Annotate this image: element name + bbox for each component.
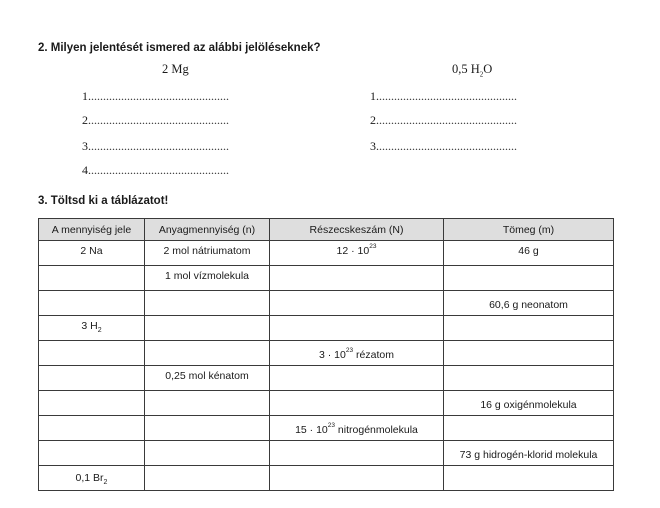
cell-particle-count[interactable]	[270, 466, 444, 491]
formula-main: 3 H	[81, 320, 98, 332]
cell-amount[interactable]: 1 mol vízmolekula	[145, 266, 270, 291]
table-row	[39, 341, 614, 366]
cell-mass[interactable]	[444, 466, 614, 491]
cell-sign[interactable]	[39, 316, 145, 341]
cell-sign[interactable]	[39, 466, 145, 491]
exponent: 23	[327, 422, 336, 429]
answer-line-left-2[interactable]: 2...............................................	[82, 113, 229, 127]
formula-main: 0,1 Br	[75, 471, 104, 484]
cell-particle-count[interactable]	[270, 316, 444, 341]
cell-mass[interactable]: 16 g oxigénmolekula	[444, 391, 614, 416]
answer-number: 1.	[82, 89, 91, 103]
exponent: 23	[369, 243, 377, 250]
expression-05h2o	[452, 62, 492, 79]
answer-line-left-4[interactable]: 4...............................................	[82, 163, 229, 177]
formula-subscript: 2	[97, 327, 102, 335]
table-row	[39, 441, 614, 466]
table-header-row	[39, 219, 614, 241]
table-row	[39, 366, 614, 391]
quantity-table	[38, 218, 614, 491]
cell-sign[interactable]	[39, 341, 145, 366]
table-row	[39, 391, 614, 416]
cell-amount[interactable]	[145, 291, 270, 316]
answer-line-left-1[interactable]: 1...............................................	[82, 89, 229, 103]
formula-subscript: 2	[103, 479, 108, 486]
cell-mass[interactable]: 46 g	[444, 241, 614, 266]
cell-particle-count[interactable]	[270, 266, 444, 291]
cell-mass[interactable]: 73 g hidrogén-klorid molekula	[444, 441, 614, 466]
cell-sign[interactable]	[39, 291, 145, 316]
cell-particle-count[interactable]	[270, 241, 444, 266]
cell-sign[interactable]	[39, 391, 145, 416]
cell-particle-count[interactable]	[270, 416, 444, 441]
table-row	[39, 241, 614, 266]
section-2-title: 2. Milyen jelentését ismered az alábbi jelöléseknek?	[38, 42, 321, 54]
cell-amount[interactable]: 0,25 mol kénatom	[145, 366, 270, 391]
cell-mass[interactable]	[444, 366, 614, 391]
cell-mass[interactable]	[444, 341, 614, 366]
answer-number: 2.	[82, 113, 91, 127]
expression-prefix: 0,5 H	[452, 62, 480, 76]
expression-2mg: 2 Mg	[162, 62, 189, 76]
table-row	[39, 466, 614, 491]
cell-amount[interactable]	[145, 466, 270, 491]
answer-number: 4.	[82, 163, 91, 177]
cell-amount[interactable]	[145, 416, 270, 441]
answer-number: 3.	[370, 139, 379, 153]
cell-particle-count[interactable]	[270, 391, 444, 416]
cell-particle-count[interactable]	[270, 341, 444, 366]
cell-amount[interactable]	[145, 391, 270, 416]
answer-number: 1.	[370, 89, 379, 103]
cell-sign[interactable]: 2 Na	[39, 241, 145, 266]
cell-sign[interactable]	[39, 366, 145, 391]
header-mass: Tömeg (m)	[444, 219, 614, 241]
cell-particle-count[interactable]	[270, 366, 444, 391]
answer-number: 3.	[82, 139, 91, 153]
answer-line-right-2[interactable]: 2...............................................	[370, 113, 517, 127]
answer-line-left-3[interactable]: 3...............................................	[82, 139, 229, 153]
answer-line-right-1[interactable]: 1...............................................	[370, 89, 517, 103]
coefficient: 12 · 10	[336, 245, 370, 257]
table-row	[39, 316, 614, 341]
expression-suffix: O	[483, 62, 493, 76]
particle-name: nitrogénmolekula	[335, 424, 418, 436]
cell-amount[interactable]: 2 mol nátriumatom	[145, 241, 270, 266]
cell-particle-count[interactable]	[270, 441, 444, 466]
answer-line-right-3[interactable]: 3...............................................	[370, 139, 517, 153]
cell-amount[interactable]	[145, 316, 270, 341]
section-3-title: 3. Töltsd ki a táblázatot!	[38, 195, 169, 207]
answer-number: 2.	[370, 113, 379, 127]
header-amount: Anyagmennyiség (n)	[145, 219, 270, 241]
cell-sign[interactable]	[39, 266, 145, 291]
cell-amount[interactable]	[145, 441, 270, 466]
table-row	[39, 416, 614, 441]
table-row	[39, 266, 614, 291]
cell-mass[interactable]	[444, 416, 614, 441]
coefficient: 3 · 10	[319, 349, 346, 361]
header-particle-count: Részecskeszám (N)	[270, 219, 444, 241]
expression-subscript: 2	[479, 70, 484, 79]
cell-sign[interactable]	[39, 441, 145, 466]
exponent: 23	[345, 347, 354, 354]
cell-mass[interactable]	[444, 266, 614, 291]
cell-mass[interactable]	[444, 316, 614, 341]
particle-name: rézatom	[353, 349, 394, 361]
cell-sign[interactable]	[39, 416, 145, 441]
header-sign: A mennyiség jele	[39, 219, 145, 241]
coefficient: 15 · 10	[295, 424, 328, 436]
table-row	[39, 291, 614, 316]
cell-mass[interactable]: 60,6 g neonatom	[444, 291, 614, 316]
cell-amount[interactable]	[145, 341, 270, 366]
cell-particle-count[interactable]	[270, 291, 444, 316]
